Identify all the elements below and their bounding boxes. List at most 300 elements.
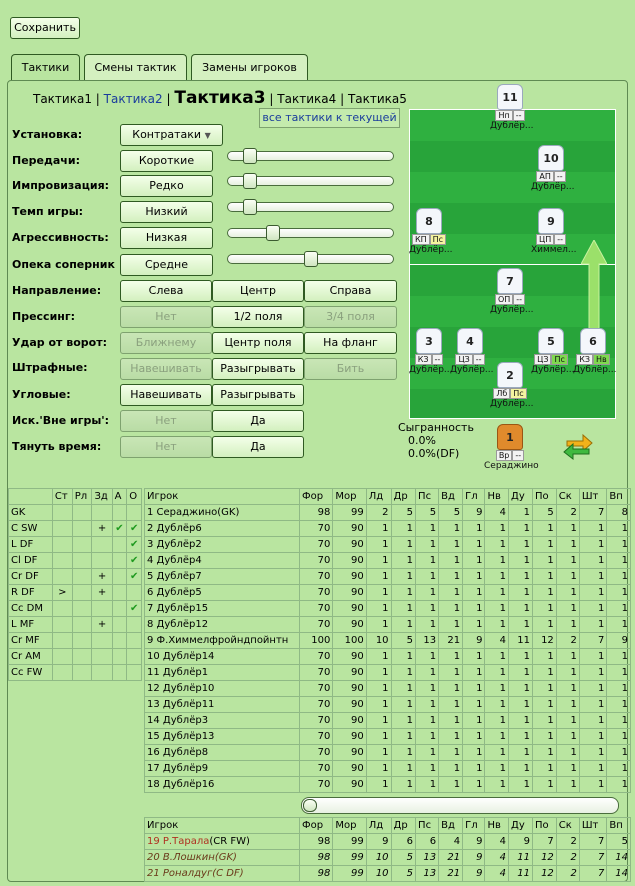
improvisation-slider[interactable]	[227, 176, 394, 186]
player-marker[interactable]	[409, 208, 453, 255]
stats-header-row	[145, 489, 631, 505]
lineup-row[interactable]	[9, 665, 142, 681]
lineup-cell-rl	[72, 569, 92, 585]
stat-cell: 1	[439, 601, 463, 617]
goal-kick-center-button[interactable]: Центр поля	[212, 332, 304, 354]
lineup-cell-rl	[72, 521, 92, 537]
stat-cell: 90	[333, 553, 366, 569]
bench-player-role: (CR FW)	[209, 836, 250, 847]
bench-header[interactable]: Вп	[607, 818, 631, 834]
stat-cell: 1	[439, 745, 463, 761]
stat-cell: 1	[366, 601, 391, 617]
stat-cell: 1	[579, 777, 607, 793]
lineup-row[interactable]	[9, 505, 142, 521]
player-name-cell: 17 Дублёр9	[145, 761, 300, 777]
player-name-cell: 15 Дублёр13	[145, 729, 300, 745]
passes-button[interactable]: Короткие	[120, 150, 213, 172]
stat-cell: 1	[579, 729, 607, 745]
table-row[interactable]	[145, 553, 631, 569]
stat-cell: 1	[463, 553, 485, 569]
slider-knob[interactable]	[304, 251, 318, 267]
shirt-icon: 4	[457, 328, 483, 354]
position-badge: ЦЗ	[534, 354, 551, 365]
stats-header[interactable]: Ду	[509, 489, 533, 505]
separator: |	[269, 92, 274, 106]
player-name-cell: 13 Дублёр11	[145, 697, 300, 713]
tactic-1-link[interactable]: Тактика1	[33, 92, 92, 106]
table-row[interactable]	[145, 521, 631, 537]
tactic-4-link[interactable]: Тактика4	[277, 92, 337, 106]
stat-cell: 1	[607, 761, 631, 777]
table-row[interactable]	[145, 585, 631, 601]
stat-cell: 1	[607, 553, 631, 569]
stat-cell: 1	[463, 729, 485, 745]
bench-row[interactable]	[145, 850, 631, 866]
lineup-row[interactable]	[9, 585, 142, 601]
stat-cell: 1	[485, 681, 509, 697]
stat-cell: 1	[607, 537, 631, 553]
direction-left-button[interactable]: Слева	[120, 280, 212, 302]
lineup-cell-pos: Cr DF	[9, 569, 53, 585]
stats-header[interactable]: Ск	[556, 489, 579, 505]
passes-slider[interactable]	[227, 151, 394, 161]
player-name-cell: 2 Дублёр6	[145, 521, 300, 537]
stat-cell: 1	[579, 649, 607, 665]
player-name-cell: 14 Дублёр3	[145, 713, 300, 729]
stat-cell: 1	[416, 729, 439, 745]
tempo-button[interactable]: Низкий	[120, 201, 213, 223]
cohesion-df-value: 0.0%(DF)	[408, 447, 460, 460]
stat-cell: 90	[333, 569, 366, 585]
lineup-cell-st	[52, 601, 72, 617]
lineup-cell-a: ✔	[112, 521, 127, 537]
stat-cell: 1	[366, 777, 391, 793]
slider-knob[interactable]	[266, 225, 280, 241]
bench-header[interactable]: По	[532, 818, 556, 834]
lineup-cell-zd	[92, 665, 112, 681]
stat-cell: 1	[556, 569, 579, 585]
stat-cell: 5	[532, 505, 556, 521]
lineup-cell-o: ✔	[127, 569, 142, 585]
lineup-cell-pos: Cl DF	[9, 553, 53, 569]
bench-header[interactable]: Др	[391, 818, 416, 834]
table-row[interactable]	[145, 713, 631, 729]
mark-badge: --	[513, 294, 525, 305]
stat-cell: 1	[532, 681, 556, 697]
bench-header[interactable]: Ск	[556, 818, 579, 834]
offside-yes-button[interactable]: Да	[212, 410, 304, 432]
bench-stat-cell: 7	[579, 834, 607, 850]
lineup-cell-a	[112, 585, 127, 601]
bench-header[interactable]: Пс	[416, 818, 439, 834]
stat-cell: 1	[391, 713, 416, 729]
stat-cell: 1	[556, 761, 579, 777]
lineup-cell-pos: Cc FW	[9, 665, 53, 681]
stat-cell: 1	[607, 729, 631, 745]
slider-knob[interactable]	[243, 173, 257, 189]
stats-header[interactable]: По	[532, 489, 556, 505]
stat-cell: 1	[391, 617, 416, 633]
lineup-cell-st	[52, 649, 72, 665]
bench-header[interactable]: Мор	[333, 818, 366, 834]
stat-cell: 90	[333, 745, 366, 761]
bench-player-cell	[145, 850, 300, 866]
stat-cell: 1	[509, 649, 533, 665]
save-button[interactable]: Сохранить	[10, 17, 80, 39]
player-name-cell: 8 Дублёр12	[145, 617, 300, 633]
stat-cell: 1	[532, 761, 556, 777]
stats-header[interactable]: Нв	[485, 489, 509, 505]
pressing-none-button[interactable]: Нет	[120, 306, 212, 328]
slider-knob[interactable]	[243, 199, 257, 215]
stat-cell: 70	[300, 617, 333, 633]
bench-stat-cell: 4	[439, 834, 463, 850]
stat-cell: 70	[300, 697, 333, 713]
tempo-label: Темп игры:	[12, 205, 84, 218]
setup-label: Установка:	[12, 128, 83, 141]
stat-cell: 1	[556, 601, 579, 617]
stat-cell: 1	[366, 537, 391, 553]
pressing-half-button[interactable]: 1/2 поля	[212, 306, 304, 328]
stat-cell: 1	[579, 521, 607, 537]
bench-header[interactable]: Ду	[509, 818, 533, 834]
lineup-cell-st	[52, 665, 72, 681]
table-row[interactable]	[145, 537, 631, 553]
lineup-row[interactable]	[9, 649, 142, 665]
mark-badge: --	[473, 354, 485, 365]
lineup-row[interactable]	[9, 521, 142, 537]
player-marker[interactable]	[409, 328, 453, 375]
bench-header[interactable]: Нв	[485, 818, 509, 834]
stat-cell: 1	[463, 521, 485, 537]
bench-stat-cell: 11	[509, 850, 533, 866]
lineup-cell-st: >	[52, 585, 72, 601]
tab-player-substitutions[interactable]: Замены игроков	[191, 54, 308, 80]
slider-knob[interactable]	[243, 148, 257, 164]
aggression-slider[interactable]	[227, 228, 394, 238]
stat-cell: 1	[416, 553, 439, 569]
bench-stat-cell: 9	[463, 850, 485, 866]
stats-header[interactable]: Шт	[579, 489, 607, 505]
table-row[interactable]	[145, 665, 631, 681]
bench-header[interactable]: Фор	[300, 818, 333, 834]
table-row[interactable]	[145, 745, 631, 761]
shirt-icon: 10	[538, 145, 564, 171]
stat-cell: 1	[391, 601, 416, 617]
bench-header[interactable]: Шт	[579, 818, 607, 834]
stat-cell: 1	[485, 713, 509, 729]
scrollbar-thumb[interactable]	[303, 799, 317, 812]
stat-cell: 1	[579, 553, 607, 569]
stats-header[interactable]: Гл	[463, 489, 485, 505]
stat-cell: 1	[485, 665, 509, 681]
lineup-cell-rl	[72, 665, 92, 681]
stat-cell: 1	[463, 585, 485, 601]
stat-cell: 1	[579, 617, 607, 633]
lineup-cell-a	[112, 665, 127, 681]
pressing-three-quarter-button[interactable]: 3/4 поля	[304, 306, 397, 328]
lineup-header: А	[112, 489, 127, 505]
lineup-cell-a	[112, 601, 127, 617]
tactic-3-current[interactable]: Тактика3	[174, 88, 266, 108]
stat-cell: 21	[439, 633, 463, 649]
player-name: Химмел...	[531, 245, 577, 255]
goal-kick-flank-button[interactable]: На фланг	[304, 332, 397, 354]
stat-cell: 1	[579, 537, 607, 553]
stat-cell: 5	[391, 505, 416, 521]
shirt-icon: 6	[580, 328, 606, 354]
mark-badge: --	[554, 234, 566, 245]
setup-select[interactable]	[120, 124, 223, 146]
table-row[interactable]	[145, 617, 631, 633]
stat-cell: 98	[300, 505, 333, 521]
stat-cell: 4	[485, 505, 509, 521]
stat-cell: 1	[607, 521, 631, 537]
goalkeeper-marker[interactable]	[484, 424, 539, 471]
stat-cell: 1	[391, 585, 416, 601]
stat-cell: 1	[366, 521, 391, 537]
table-row[interactable]	[145, 649, 631, 665]
position-badge: ЦП	[536, 234, 554, 245]
stat-cell: 1	[416, 569, 439, 585]
lineup-header-row	[9, 489, 142, 505]
player-marker[interactable]	[573, 328, 617, 375]
player-marker[interactable]	[531, 208, 577, 255]
stat-cell: 1	[607, 713, 631, 729]
stat-cell: 1	[416, 761, 439, 777]
player-name: Дублёр...	[490, 305, 534, 315]
lineup-header: Зд	[92, 489, 112, 505]
stat-cell: 1	[366, 761, 391, 777]
stat-cell: 1	[532, 585, 556, 601]
stat-cell: 1	[509, 681, 533, 697]
stats-header[interactable]: Вд	[439, 489, 463, 505]
stat-cell: 9	[463, 505, 485, 521]
table-row[interactable]	[145, 569, 631, 585]
stat-cell: 90	[333, 761, 366, 777]
bench-stat-cell: 7	[579, 866, 607, 882]
stats-header[interactable]: Вп	[607, 489, 631, 505]
stat-cell: 1	[366, 649, 391, 665]
stat-cell: 1	[463, 777, 485, 793]
tab-tactics[interactable]: Тактики	[11, 54, 80, 80]
table-row[interactable]	[145, 633, 631, 649]
bench-stat-cell: 10	[366, 850, 391, 866]
aggression-button[interactable]: Низкая	[120, 227, 213, 249]
player-marker[interactable]	[490, 268, 534, 315]
bench-stat-cell: 10	[366, 866, 391, 882]
stat-cell: 1	[556, 697, 579, 713]
goal-kick-near-button[interactable]: Ближнему	[120, 332, 212, 354]
stat-cell: 90	[333, 521, 366, 537]
stat-cell: 1	[607, 585, 631, 601]
player-marker[interactable]	[531, 145, 575, 192]
stat-cell: 7	[579, 505, 607, 521]
stat-cell: 1	[556, 713, 579, 729]
lineup-cell-pos: R DF	[9, 585, 53, 601]
table-row[interactable]	[145, 505, 631, 521]
table-row[interactable]	[145, 601, 631, 617]
stat-cell: 1	[607, 681, 631, 697]
player-marker[interactable]	[531, 328, 575, 375]
bench-stat-cell: 7	[532, 834, 556, 850]
bench-header[interactable]: Вд	[439, 818, 463, 834]
stat-cell: 1	[439, 697, 463, 713]
stat-cell: 1	[439, 617, 463, 633]
stat-cell: 90	[333, 777, 366, 793]
mark-badge: Пс	[510, 388, 526, 399]
stat-cell: 70	[300, 777, 333, 793]
stat-cell: 1	[556, 537, 579, 553]
bench-stat-cell: 6	[416, 834, 439, 850]
position-badge: КП	[412, 234, 430, 245]
time-waste-yes-button[interactable]: Да	[212, 436, 304, 458]
stat-cell: 1	[579, 697, 607, 713]
stat-cell: 5	[391, 633, 416, 649]
offside-no-button[interactable]: Нет	[120, 410, 212, 432]
stat-cell: 1	[416, 681, 439, 697]
stat-cell: 1	[579, 665, 607, 681]
bench-stat-cell: 21	[439, 866, 463, 882]
stats-header[interactable]: Фор	[300, 489, 333, 505]
stat-cell: 1	[509, 553, 533, 569]
tempo-slider[interactable]	[227, 202, 394, 212]
lineup-header: О	[127, 489, 142, 505]
lineup-cell-zd	[92, 601, 112, 617]
stats-header[interactable]: Лд	[366, 489, 391, 505]
stat-cell: 1	[366, 729, 391, 745]
lineup-cell-zd	[92, 505, 112, 521]
direction-center-button[interactable]: Центр	[212, 280, 304, 302]
bench-header[interactable]: Игрок	[145, 818, 300, 834]
bench-row[interactable]	[145, 834, 631, 850]
lineup-row[interactable]	[9, 633, 142, 649]
stat-cell: 2	[556, 633, 579, 649]
bench-header[interactable]: Гл	[463, 818, 485, 834]
player-marker[interactable]	[490, 362, 534, 409]
tab-tactic-changes[interactable]: Смены тактик	[84, 54, 187, 80]
free-kick-play-button[interactable]: Разыгрывать	[212, 358, 304, 380]
stats-header[interactable]: Др	[391, 489, 416, 505]
corner-cross-button[interactable]: Навешивать	[120, 384, 212, 406]
stat-cell: 1	[509, 729, 533, 745]
horizontal-scrollbar[interactable]	[301, 797, 619, 814]
bench-stat-cell: 99	[333, 866, 366, 882]
player-marker[interactable]	[450, 328, 494, 375]
stat-cell: 1	[463, 713, 485, 729]
stat-cell: 1	[463, 761, 485, 777]
stat-cell: 1	[532, 697, 556, 713]
shirt-icon: 8	[416, 208, 442, 234]
free-kick-shoot-button[interactable]: Бить	[304, 358, 397, 380]
direction-right-button[interactable]: Справа	[304, 280, 397, 302]
copy-all-tactics-link[interactable]: все тактики к текущей	[259, 108, 400, 128]
stat-cell: 1	[532, 665, 556, 681]
lineup-cell-o: ✔	[127, 553, 142, 569]
bench-stat-cell: 98	[300, 834, 333, 850]
marking-slider[interactable]	[227, 254, 394, 264]
lineup-row[interactable]	[9, 537, 142, 553]
stat-cell: 1	[579, 745, 607, 761]
mark-badge: Пс	[430, 234, 446, 245]
stat-cell: 70	[300, 585, 333, 601]
lineup-row[interactable]	[9, 569, 142, 585]
lineup-row[interactable]	[9, 617, 142, 633]
corner-play-button[interactable]: Разыгрывать	[212, 384, 304, 406]
lineup-row[interactable]	[9, 601, 142, 617]
player-name: Дублёр...	[409, 245, 453, 255]
tactic-2-link[interactable]: Тактика2	[103, 92, 163, 106]
stat-cell: 1	[532, 649, 556, 665]
lineup-cell-pos: GK	[9, 505, 53, 521]
stats-header[interactable]: Игрок	[145, 489, 300, 505]
time-waste-no-button[interactable]: Нет	[120, 436, 212, 458]
goal-kick-label: Удар от ворот:	[12, 336, 107, 349]
player-name-cell: 18 Дублёр16	[145, 777, 300, 793]
lineup-cell-o	[127, 633, 142, 649]
stat-cell: 1	[485, 601, 509, 617]
setup-value: Контратаки	[132, 128, 202, 141]
stat-cell: 1	[416, 537, 439, 553]
player-name-cell: 16 Дублёр8	[145, 745, 300, 761]
bench-header[interactable]: Лд	[366, 818, 391, 834]
marking-button[interactable]: Средне	[120, 254, 213, 276]
stat-cell: 1	[463, 569, 485, 585]
swap-arrows-icon[interactable]	[563, 432, 593, 460]
bench-row[interactable]	[145, 866, 631, 882]
table-row[interactable]	[145, 777, 631, 793]
stat-cell: 1	[485, 617, 509, 633]
free-kick-cross-button[interactable]: Навешивать	[120, 358, 212, 380]
stat-cell: 1	[556, 681, 579, 697]
stats-header[interactable]: Мор	[333, 489, 366, 505]
lineup-row[interactable]	[9, 553, 142, 569]
table-row[interactable]	[145, 729, 631, 745]
lineup-cell-rl	[72, 633, 92, 649]
stat-cell: 1	[509, 713, 533, 729]
bench-stat-cell: 9	[463, 834, 485, 850]
bench-player-cell	[145, 834, 300, 850]
tactic-5-link[interactable]: Тактика5	[347, 92, 407, 106]
bench-player-role: (C DF)	[212, 868, 244, 879]
lineup-cell-a	[112, 505, 127, 521]
stats-header[interactable]: Пс	[416, 489, 439, 505]
table-row[interactable]	[145, 761, 631, 777]
player-name: Дублёр...	[409, 365, 453, 375]
cohesion-label: Сыгранность	[398, 421, 474, 434]
lineup-cell-pos: C SW	[9, 521, 53, 537]
mark-badge: Нв	[593, 354, 610, 365]
shirt-icon: 2	[497, 362, 523, 388]
bench-stat-cell: 13	[416, 850, 439, 866]
lineup-cell-zd: +	[92, 617, 112, 633]
stat-cell: 1	[485, 729, 509, 745]
player-marker[interactable]	[490, 84, 534, 131]
stat-cell: 1	[463, 601, 485, 617]
improvisation-button[interactable]: Редко	[120, 175, 213, 197]
stat-cell: 70	[300, 553, 333, 569]
lineup-cell-zd	[92, 553, 112, 569]
table-row[interactable]	[145, 681, 631, 697]
lineup-cell-a	[112, 537, 127, 553]
lineup-cell-a	[112, 553, 127, 569]
lineup-cell-o: ✔	[127, 521, 142, 537]
improvisation-label: Импровизация:	[12, 179, 110, 192]
table-row[interactable]	[145, 697, 631, 713]
stat-cell: 1	[439, 681, 463, 697]
position-badge: Вр	[496, 450, 513, 461]
stat-cell: 1	[532, 713, 556, 729]
